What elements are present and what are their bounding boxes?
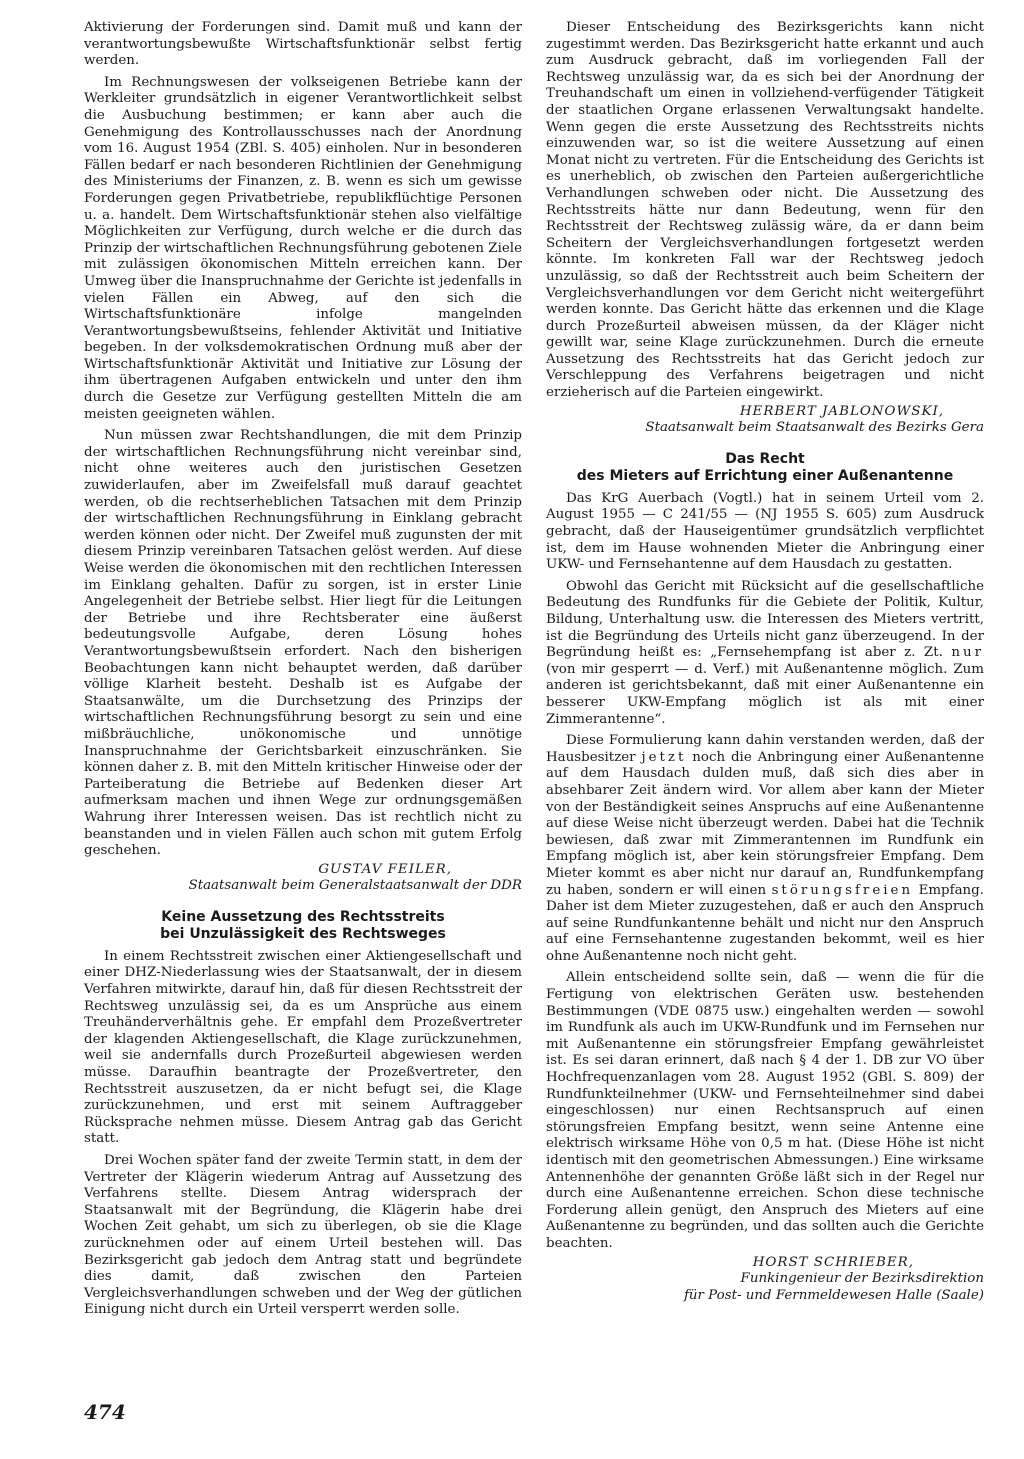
paragraph: Allein entscheidend sollte sein, daß — wenn die für die Fertigung von elektrischen Geräten usw. bestehenden Bestimmungen (VDE 0875 usw.) eingehalten werden — sowohl im Rundfunk als auch im UKW-Rundfunk und im Fernsehen nur mit Außenantenne ein störungsfreier Empfang gewährleistet ist. Es sei daran erinnert, daß nach § 4 der 1. DB zur VO über Hochfrequenzanlagen vom 28. August 1952 (GBl. S. 809) der Rundfunkteilnehmer (UKW- und Fernsehteilnehmer sind dabei eingeschlossen) nur einen Rechtsanspruch auf einen störungsfreien Empfang besitzt, wenn seine Antenne eine elektrisch wirksame Höhe von 0,5 m hat. (Diese Höhe ist nicht identisch mit den geometrischen Abmessungen.) Eine wirksame Antennenhöhe der genannten Größe läßt sich in der Regel nur durch eine Außenantenne erreichen. Schon diese technische Forderung allein genügt, den Anspruch des Mieters auf eine Außenantenne zu begründen, und das sollten auch die Gerichte beachten. — [546, 970, 984, 1251]
left-column — [84, 20, 522, 1319]
emphasized-word: jetzt — [641, 749, 687, 765]
right-column — [546, 20, 984, 1304]
author-affiliation: Funkingenieur der Bezirksdirektion — [740, 1271, 984, 1287]
author-affiliation: Staatsanwalt beim Generalstaatsanwalt der DDR — [188, 878, 522, 894]
emphasized-word: nur — [951, 645, 984, 661]
section-heading-line: Das Recht — [725, 450, 805, 467]
section-heading — [546, 451, 984, 485]
text-run: noch die Anbringung einer Außenantenne auf dem Hausdach dulden muß, daß sich dies aber in absehbarer Zeit ändern wird. Vor allem aber kann der Mieter von der Beständigkeit seines Anspruchs auf eine Außenantenne auf diese Weise nicht überzeugt werden. Dabei hat die Technik bewiesen, daß zwar mit Zimmerantennen im Rundfunk ein Empfang möglich ist, aber kein störungsfreier Empfang. Dem Mieter kommt es aber nicht nur darauf an, Rundfunkempfang zu haben, sondern er will einen — [546, 749, 984, 898]
emphasized-word: störungsfreien — [771, 882, 914, 898]
text-run: Diese Formulierung kann dahin verstanden werden, daß der Hausbesitzer — [546, 733, 984, 765]
paragraph: In einem Rechtsstreit zwischen einer Aktiengesellschaft und einer DHZ-Niederlassung wies der Staatsanwalt, der in diesem Verfahren mitwirkte, darauf hin, daß für diesen Rechtsstreit der Rechtsweg unzulässig sei, da es um Ansprüche aus einem Treuhänderverhältnis gehe. Er empfahl dem Prozeßvertreter der klagenden Aktiengesellschaft, die Klage zurückzunehmen, weil sie andernfalls durch Prozeßurteil abgewiesen werden müsse. Daraufhin beantragte der Prozeßvertreter, den Rechtsstreit auszusetzen, da er nicht befugt sei, die Klage zurückzunehmen, und erst mit seinem Auftraggeber Rücksprache nehmen müsse. Diesem Antrag gab das Gericht statt. — [84, 948, 522, 1147]
text-run: Empfang. Daher ist dem Mieter zuzugestehen, daß er auch den Anspruch auf seine Rundfunkantenne behält und nicht nur den Anspruch auf eine Fernsehantenne zugestanden bekommt, weil es hier ohne Außenantenne noch nicht geht. — [546, 882, 984, 964]
paragraph: Das KrG Auerbach (Vogtl.) hat in seinem Urteil vom 2. August 1955 — C 241/55 — (NJ 1955 S. 605) zum Ausdruck gebracht, daß der Hauseigentümer grundsätzlich verpflichtet ist, dem im Hause wohnenden Mieter die Anbringung einer UKW- und Fernsehantenne auf dem Hausdach zu gestatten. — [546, 490, 984, 573]
text-run: Obwohl das Gericht mit Rücksicht auf die gesellschaftliche Bedeutung des Rundfunks für die Gebiete der Politik, Kultur, Bildung, Unterhaltung usw. die Interessen des Mieters vertritt, ist die Begründung des Urteils nicht ganz überzeugend. In der Begründung heißt es: „Fernsehempfang ist aber z. Zt. — [546, 578, 984, 661]
paragraph: Aktivierung der Forderungen sind. Damit muß und kann der verantwortungsbewußte Wirtschaftsfunktionär selbst fertig werden. — [84, 20, 522, 69]
paragraph — [546, 733, 984, 965]
paragraph: Dieser Entscheidung des Bezirksgerichts kann nicht zugestimmt werden. Das Bezirksgericht hatte erkannt und auch zum Ausdruck gebracht, daß im vorliegenden Fall der Rechtsweg unzulässig war, da es sich bei der Anordnung der Treuhandschaft um einen in vollziehend-verfügender Tätigkeit der staatlichen Organe erlassenen Verwaltungsakt handelte. Wenn gegen die erste Aussetzung des Rechtsstreits nichts einzuwenden war, so ist die weitere Aussetzung auf einen Monat nicht zu vertreten. Für die Entscheidung des Gerichts ist es unerheblich, ob zwischen den Parteien außergerichtliche Verhandlungen schweben oder nicht. Die Aussetzung des Rechtsstreits hätte nur dann Bedeutung, wenn für den Rechtsstreit der Rechtsweg zulässig wäre, da er dann beim Scheitern der Vergleichsverhandlungen fortgesetzt werden könnte. Im konkreten Fall war der Rechtsweg jedoch unzulässig, so daß der Rechtsstreit auch beim Scheitern der Vergleichsverhandlungen vor dem Gericht nicht weitergeführt werden konnte. Das Gericht hätte das erkennen und die Klage durch Prozeßurteil abweisen müssen, da der Kläger nicht gewillt war, seine Klage zurückzunehmen. Durch die erneute Aussetzung des Rechtsstreits hat das Gericht jedoch zur Verschleppung des Verfahrens beigetragen und nicht erzieherisch auf die Parteien eingewirkt. — [546, 20, 984, 401]
text-run: (von mir gesperrt — d. Verf.) mit Außenantenne möglich. Zum anderen ist gerichtsbekannt, daß mit einer Außenantenne ein besserer UKW-Empfang möglich ist als mit einer Zimmerantenne“. — [546, 661, 984, 727]
paragraph: Im Rechnungswesen der volkseigenen Betriebe kann der Werkleiter grundsätzlich in eigener Verantwortlichkeit selbst die Ausbuchung bestimmen; er kann aber auch die Genehmigung des Kontrollausschusses nach der Anordnung vom 16. August 1954 (ZBl. S. 405) einholen. Nur in besonderen Fällen bedarf er nach besonderen Richtlinien der Genehmigung des Ministeriums der Finanzen, z. B. wenn es sich um gewisse Forderungen gegen Privatbetriebe, republikflüchtige Personen u. a. handelt. Dem Wirtschaftsfunktionär stehen also vielfältige Möglichkeiten zur Verfügung, durch welche er die durch das Prinzip der wirtschaftlichen Rechnungsführung gebotenen Ziele mit zulässigen ökonomischen Mitteln erreichen kann. Der Umweg über die Inanspruchnahme der Gerichte ist jedenfalls in vielen Fällen ein Abweg, auf den sich die Wirtschaftsfunktionäre infolge mangelnden Verantwortungsbewußtseins, fehlender Aktivität und Initiative begeben. In der volksdemokratischen Ordnung muß aber der Wirtschaftsfunktionär Aktivität und Initiative zur Lösung der ihm übertragenen Aufgaben entwickeln und unter den ihm durch die Gesetze zur Verfügung gestellten Mitteln die am meisten geeigneten wählen. — [84, 74, 522, 422]
paragraph: Nun müssen zwar Rechtshandlungen, die mit dem Prinzip der wirtschaftlichen Rechnungsführung nicht vereinbar sind, nicht ohne weiteres auch den juristischen Gesetzen zuwiderlaufen, aber im Zweifelsfall muß darauf geachtet werden, ob die rechtserheblichen Tatsachen mit dem Prinzip der wirtschaftlichen Rechnungsführung in Einklang gebracht werden können oder nicht. Der Zweifel muß zugunsten der mit diesem Prinzip vereinbaren Tatsachen gelöst werden. Auf diese Weise werden die ökonomischen mit den rechtlichen Interessen im Einklang gehalten. Dafür zu sorgen, ist in erster Linie Angelegenheit der Betriebe selbst. Hier liegt für die Leitungen der Betriebe und ihre Rechtsberater eine äußerst bedeutungsvolle Aufgabe, deren Lösung hohes Verantwortungsbewußtsein erfordert. Nach den bisherigen Beobachtungen kann nicht behauptet werden, daß darüber völlige Klarheit besteht. Deshalb ist es Aufgabe der Staatsanwälte, um die Durchsetzung des Prinzips der wirtschaftlichen Rechnungsführung besorgt zu sein und eine mißbräuchliche, unökonomische und unnötige Inanspruchnahme der Gerichtsbarkeit einzuschränken. Sie können daher z. B. mit den Mitteln kritischer Hinweise oder der Parteiberatung die Betriebe auf Bedenken dieser Art aufmerksam machen und ihnen Wege zur ordnungsgemäßen Wahrung ihrer Interessen weisen. Das ist rechtlich nicht zu beanstanden und in vielen Fällen auch schon mit gutem Erfolg geschehen. — [84, 428, 522, 859]
paragraph — [546, 579, 984, 728]
author-affiliation: für Post- und Fernmeldewesen Halle (Saale) — [683, 1287, 984, 1303]
section-heading-line: des Mieters auf Errichtung einer Außenantenne — [576, 467, 954, 484]
section-heading-line: Keine Aussetzung des Rechtsstreits — [161, 908, 445, 925]
author-affiliation: Staatsanwalt beim Staatsanwalt des Bezirks Gera — [645, 420, 984, 436]
section-heading — [84, 909, 522, 943]
page-number: 474 — [84, 1400, 126, 1424]
paragraph: Drei Wochen später fand der zweite Termin statt, in dem der Vertreter der Klägerin wiederum Antrag auf Aussetzung des Verfahrens stellte. Diesem Antrag widersprach der Staatsanwalt mit der Begründung, die Klägerin habe drei Wochen Zeit gehabt, um sich zu überlegen, ob sie die Klage zurücknehmen oder auf einem Urteil bestehen will. Das Bezirksgericht gab jedoch dem Antrag statt und begründete dies damit, daß zwischen den Parteien Vergleichsverhandlungen schweben und der Weg der gütlichen Einigung nicht durch ein Urteil versperrt werden solle. — [84, 1153, 522, 1318]
section-heading-line: bei Unzulässigkeit des Rechtsweges — [160, 925, 446, 942]
author-name: HERBERT JABLONOWSKI, — [739, 403, 944, 419]
author-name: HORST SCHRIEBER, — [752, 1254, 914, 1270]
author-name: GUSTAV FEILER, — [318, 861, 452, 877]
